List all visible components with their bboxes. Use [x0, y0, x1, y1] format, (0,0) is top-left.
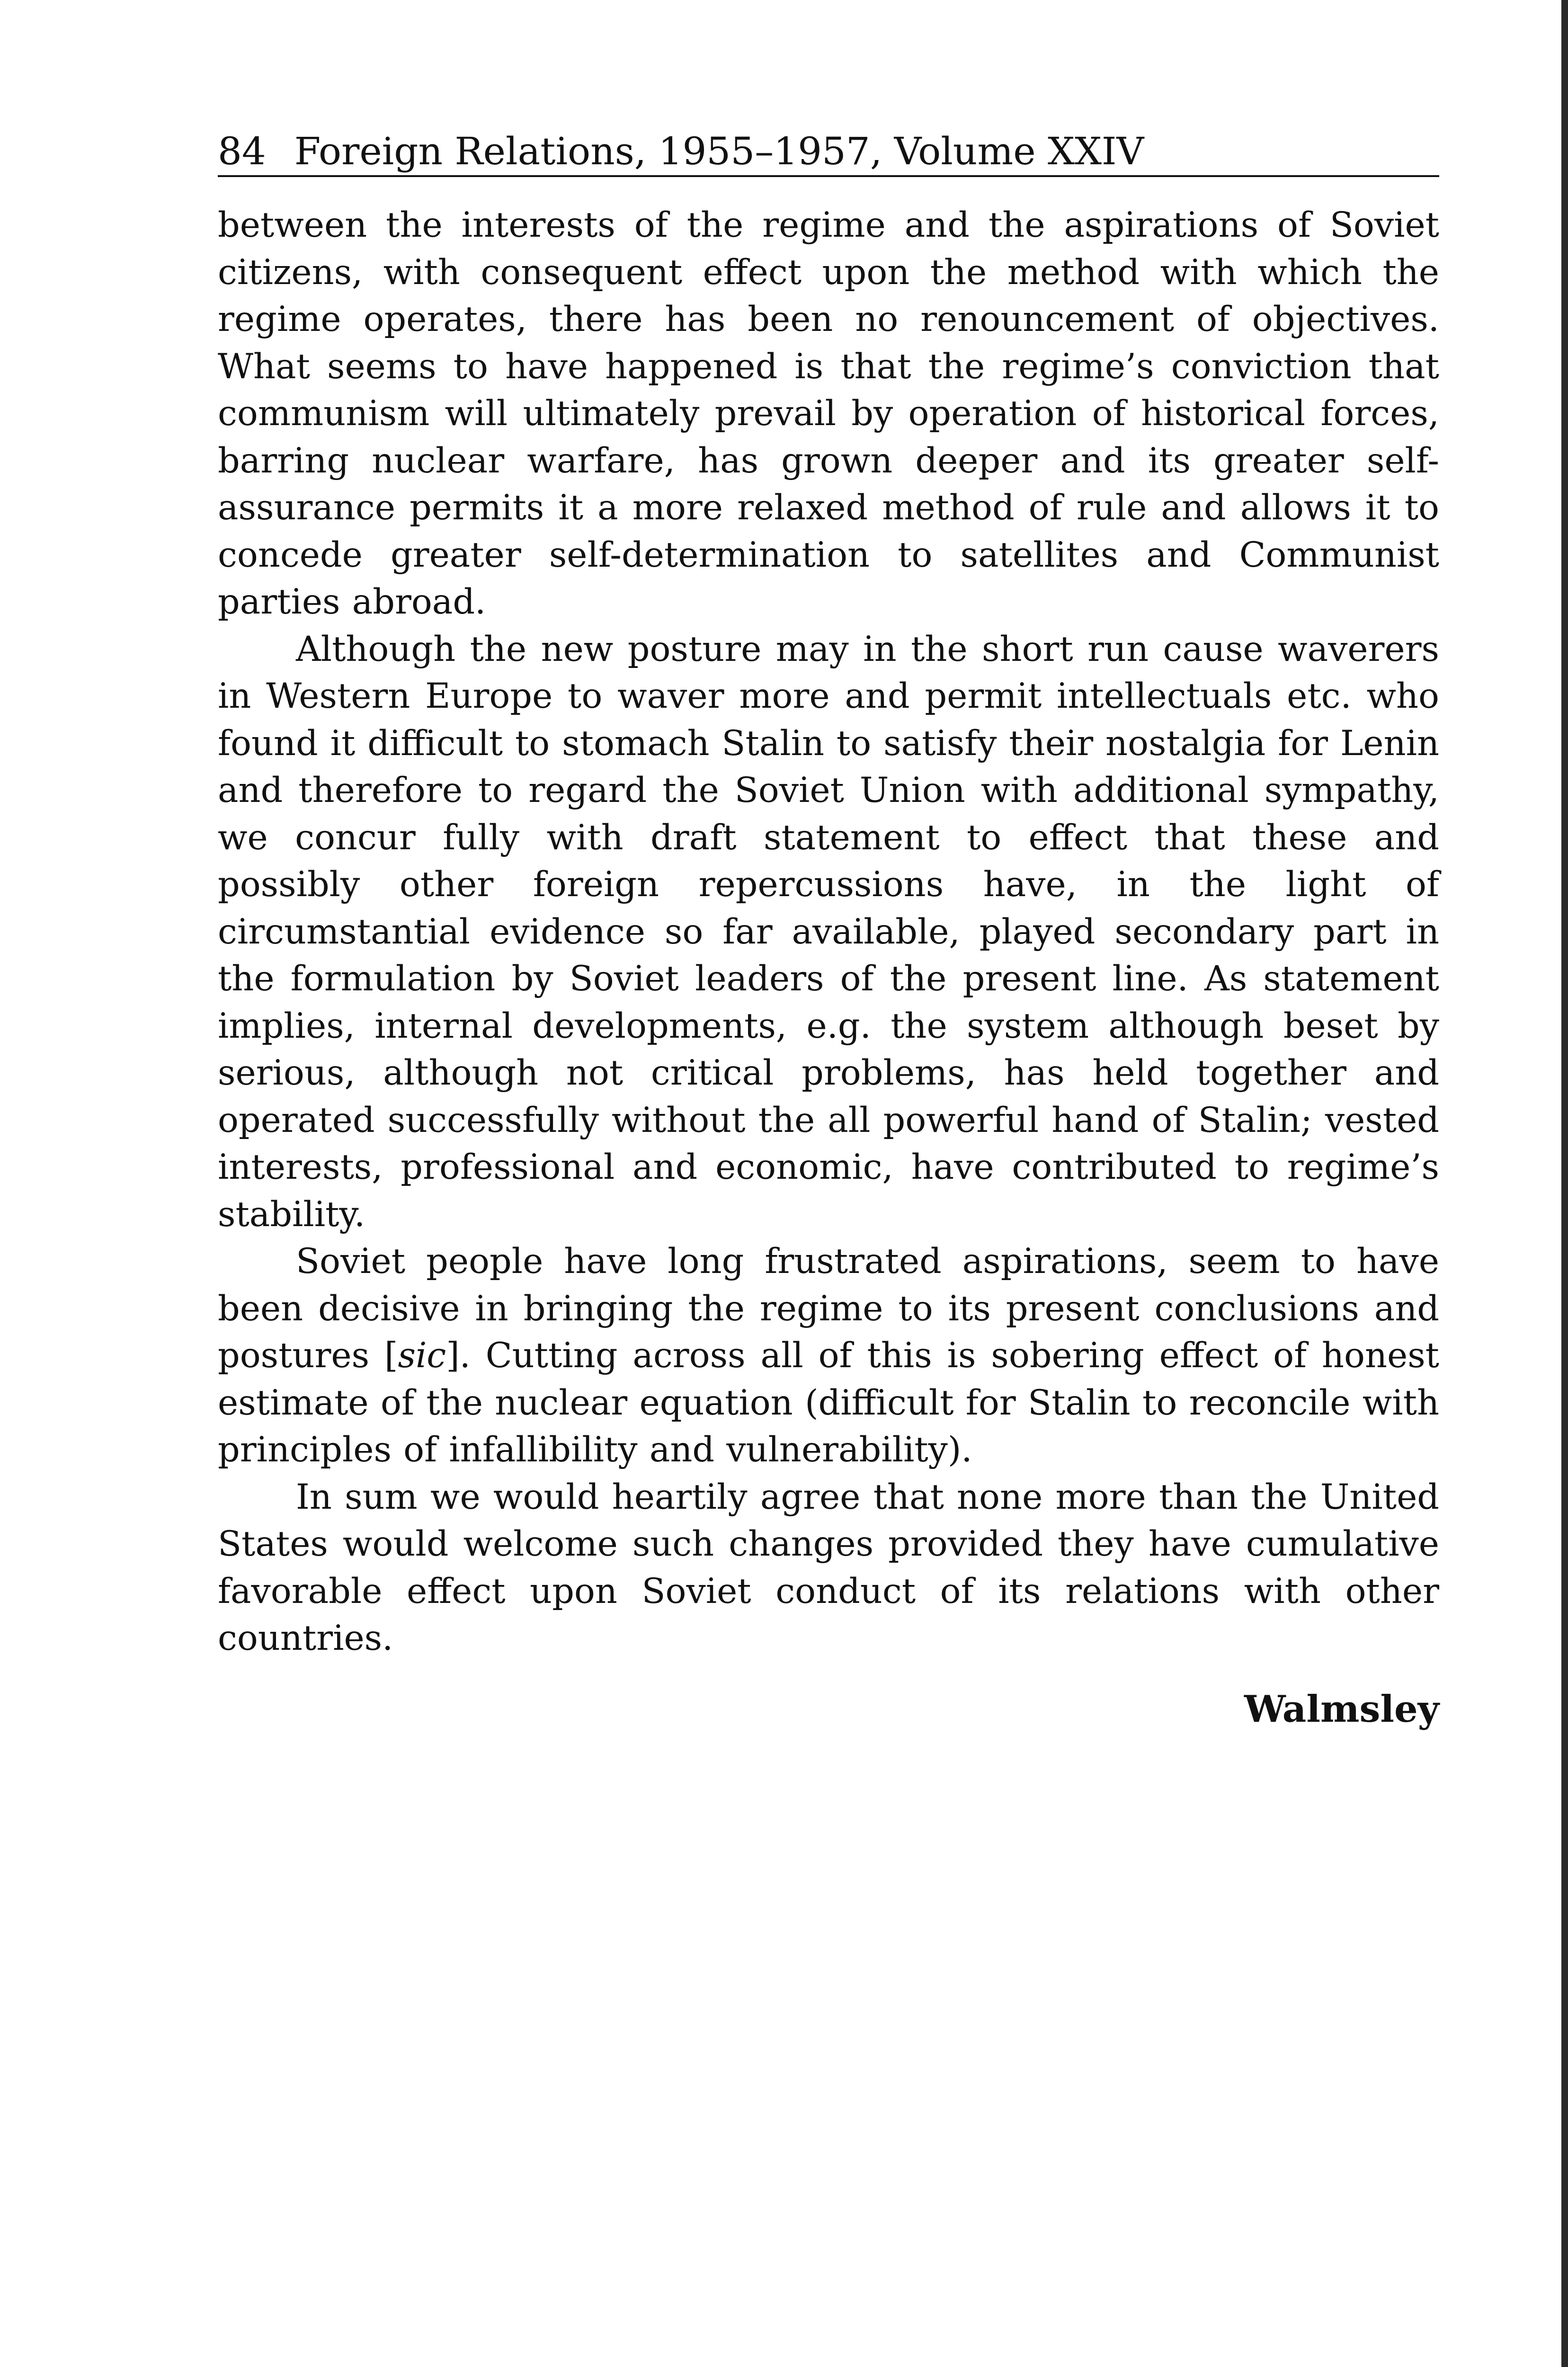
paragraph-4: In sum we would heartily agree that none more than the United States would welcome such changes provided they have cumulative favorable effect upon Soviet conduct of its relations with other countries. — [218, 1477, 1439, 1658]
running-head — [218, 128, 1439, 177]
signature: Walmsley — [1244, 1687, 1439, 1731]
paragraph-1: between the interests of the regime and the aspirations of Soviet citizens, with consequent effect upon the method with which the regime operates, there has been no renouncement of objectives. What seems to have happened is that the regime’s conviction that communism will ultimately prevail by operation of historical forces, barring nuclear warfare, has grown deeper and its greater self-assurance permits it a more relaxed method of rule and allows it to concede greater self-determination to satellites and Communist parties abroad. — [218, 205, 1439, 622]
paragraph-3-before: Soviet people have long frustrated aspirations, seem to have been decisive in bringing the regime to its present conclusions and postures [ — [218, 1241, 1439, 1376]
paragraph-3-after: ]. Cutting across all of this is sobering effect of honest estimate of the nuclear equation (difficult for Stalin to reconcile with principles of infallibility and vulnerability). — [218, 1335, 1439, 1470]
page-number: 84 — [218, 129, 266, 173]
body-text — [218, 202, 1439, 1662]
sic-annotation: sic — [398, 1335, 446, 1376]
running-title: Foreign Relations, 1955–1957, Volume XXIV — [294, 129, 1144, 173]
scan-edge — [1561, 0, 1568, 2367]
document-page — [218, 128, 1439, 1733]
paragraph-2: Although the new posture may in the short run cause waverers in Western Europe to waver more and permit intellectuals etc. who found it difficult to stomach Stalin to satisfy their nostalgia for Lenin and therefore to regard the Soviet Union with additional sympathy, we concur fully with draft statement to effect that these and possibly other foreign repercussions have, in the light of circumstantial evidence so far available, played secondary part in the formulation by Soviet leaders of the present line. As statement implies, internal developments, e.g. the system although beset by serious, although not critical problems, has held together and operated successfully without the all powerful hand of Stalin; vested interests, professional and economic, have contributed to regime’s stability. — [218, 629, 1439, 1235]
paragraph-3 — [218, 1238, 1439, 1474]
